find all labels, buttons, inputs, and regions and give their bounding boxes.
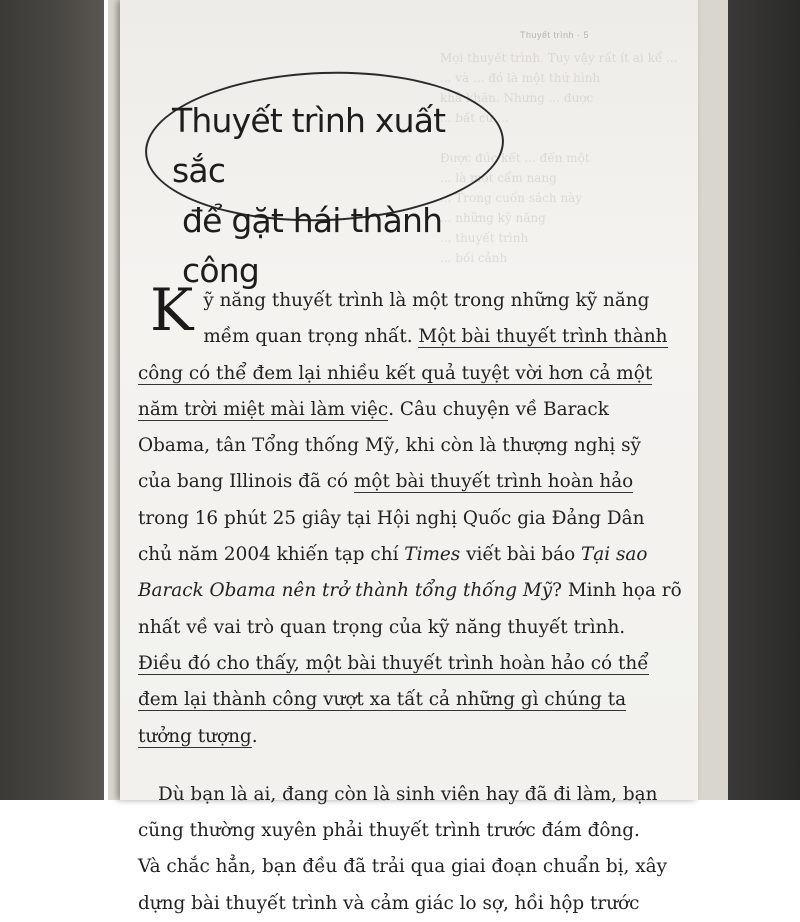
underlined-text: Điều đó cho thấy, một bài thuyết trình hoàn hảo có thể xyxy=(138,652,649,674)
text-line xyxy=(138,573,682,609)
text-line xyxy=(138,464,634,500)
text-segment: của bang Illinois đã có xyxy=(138,471,354,493)
text-segment: mềm quan trọng nhất. xyxy=(203,326,419,348)
underlined-text: Một bài thuyết trình thành xyxy=(418,326,668,348)
paragraph-2 xyxy=(138,777,667,922)
italic-text: Tại sao xyxy=(581,544,648,566)
text-segment: viết bài báo xyxy=(460,544,582,566)
text-line: nhất về vai trò quan trọng của kỹ năng thuyết trình. xyxy=(138,616,626,638)
text-line xyxy=(138,646,649,682)
drop-cap: K xyxy=(150,276,194,344)
text-line xyxy=(138,392,618,428)
text-segment: ? Minh họa rõ xyxy=(552,580,682,602)
text-line xyxy=(138,682,627,718)
chapter-title xyxy=(172,96,492,296)
text-line xyxy=(138,537,648,573)
text-segment: . Câu chuyện về Barack xyxy=(388,398,609,420)
italic-text: Times xyxy=(404,544,461,566)
text-line xyxy=(138,719,618,755)
underlined-text: một bài thuyết trình hoàn hảo xyxy=(353,471,634,493)
background-left xyxy=(0,0,104,800)
underlined-text: đem lại thành công vượt xa tất cả những gì chúng ta xyxy=(138,689,627,711)
running-header: Thuyết trình · 5 xyxy=(520,30,590,40)
bleed-through-text: Mọi thuyết trình. Tuy vậy rất ít ai kể ... ... và ... đó là một thứ hình khả khăn. Nhưng ... được ... bất cứ ... Được đúc kết ... đến một ... là một cẩm nang ... Trong cuốn sách này ... những kỹ năng ... thuyết trình ... bối cảnh xyxy=(440,51,678,265)
text-line xyxy=(138,356,653,392)
text-segment: chủ năm 2004 khiến tạp chí xyxy=(138,544,405,566)
text-line: Dù bạn là ai, đang còn là sinh viên hay đã đi làm, bạn xyxy=(158,783,658,805)
paragraph-1 xyxy=(138,276,682,755)
text-line xyxy=(138,319,668,355)
text-line: trong 16 phút 25 giây tại Hội nghị Quốc gia Đảng Dân xyxy=(138,507,645,529)
underlined-text: công có thể đem lại nhiều kết quả tuyệt vời hơn cả một xyxy=(138,362,653,384)
body-text xyxy=(138,276,682,922)
text-line: Và chắc hẳn, bạn đều đã trải qua giai đoạn chuẩn bị, xây xyxy=(138,856,667,878)
text-line: cũng thường xuyên phải thuyết trình trước đám đông. xyxy=(138,820,640,842)
text-line: ỹ năng thuyết trình là một trong những kỹ năng xyxy=(203,290,650,311)
chapter-title-line-1: Thuyết trình xuất sắc xyxy=(172,101,446,190)
chapter-title-line-2: để gặt hái thành công xyxy=(182,201,443,290)
underlined-text: tưởng tượng xyxy=(138,725,252,747)
text-line: dựng bài thuyết trình và cảm giác lo sợ, hồi hộp trước xyxy=(138,892,640,914)
italic-text: Barack Obama nên trở thành tổng thống Mỹ xyxy=(138,580,553,602)
text-line: Obama, tân Tổng thống Mỹ, khi còn là thượng nghị sỹ xyxy=(138,435,641,457)
underlined-text: năm trời miệt mài làm việc xyxy=(138,398,389,420)
text-segment: . xyxy=(251,725,258,747)
